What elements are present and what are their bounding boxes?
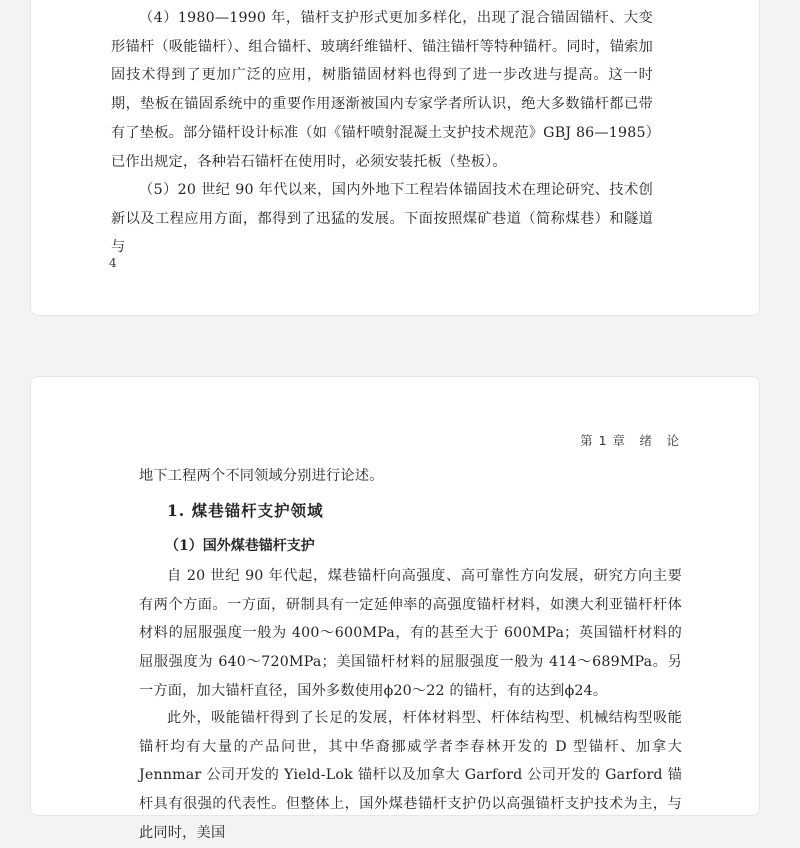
running-header: 第 1 章 绪 论 [580, 433, 680, 448]
paragraph-4: （4）1980—1990 年，锚杆支护形式更加多样化，出现了混合锚固锚杆、大变形锚杆（吸能锚杆）、组合锚杆、玻璃纤维锚杆、锚注锚杆等特种锚杆。同时，锚索加固技术得到了更加广泛的应用，树脂锚固材料也得到了进一步改进与提高。这一时期，垫板在锚固系统中的重要作用逐渐被国内专家学者所认识，绝大多数锚杆都已带有了垫板。部分锚杆设计标准（如《锚杆喷射混凝土支护技术规范》GBJ 86—1985）已作出规定，各种岩石锚杆在使用时，必须安装托板（垫板）。 [111, 10, 653, 170]
section-title: 1. 煤巷锚杆支护领域 [167, 501, 324, 520]
document-page-2 [30, 376, 760, 841]
paragraph-foreign-bolts: 自 20 世纪 90 年代起，煤巷锚杆向高强度、高可靠性方向发展，研究方向主要有两个方面。一方面，研制具有一定延伸率的高强度锚杆材料，如澳大利亚锚杆杆体材料的屈服强度一般为 400～600MPa，有的甚至大于 600MPa；英国锚杆材料的屈服强度为 640～720MPa；美国锚杆材料的屈服强度一般为 414～689MPa。另一方面，加大锚杆直径，国外多数使用ϕ20～22 的锚杆，有的达到ϕ24。 [139, 568, 682, 699]
continuation-paragraph: 地下工程两个不同领域分别进行论述。 [139, 468, 384, 484]
subsection-title: （1）国外煤巷锚杆支护 [165, 538, 315, 554]
paragraph-5: （5）20 世纪 90 年代以来，国内外地下工程岩体锚固技术在理论研究、技术创新以及工程应用方面，都得到了迅猛的发展。下面按照煤矿巷道（简称煤巷）和隧道与 [111, 182, 653, 256]
page-number: 4 [109, 256, 117, 270]
paragraph-energy-absorbing-bolts: 此外，吸能锚杆得到了长足的发展，杆体材料型、杆体结构型、机械结构型吸能锚杆均有大量的产品问世，其中华裔挪威学者李春林开发的 D 型锚杆、加拿大 Jennmar 公司开发的 Yield-Lok 锚杆以及加拿大 Garford 公司开发的 Garford 锚杆具有很强的代表性。但整体上，国外煤巷锚杆支护仍以高强锚杆支护技术为主，与此同时，美国 [139, 710, 682, 841]
document-page-1 [30, 0, 760, 316]
